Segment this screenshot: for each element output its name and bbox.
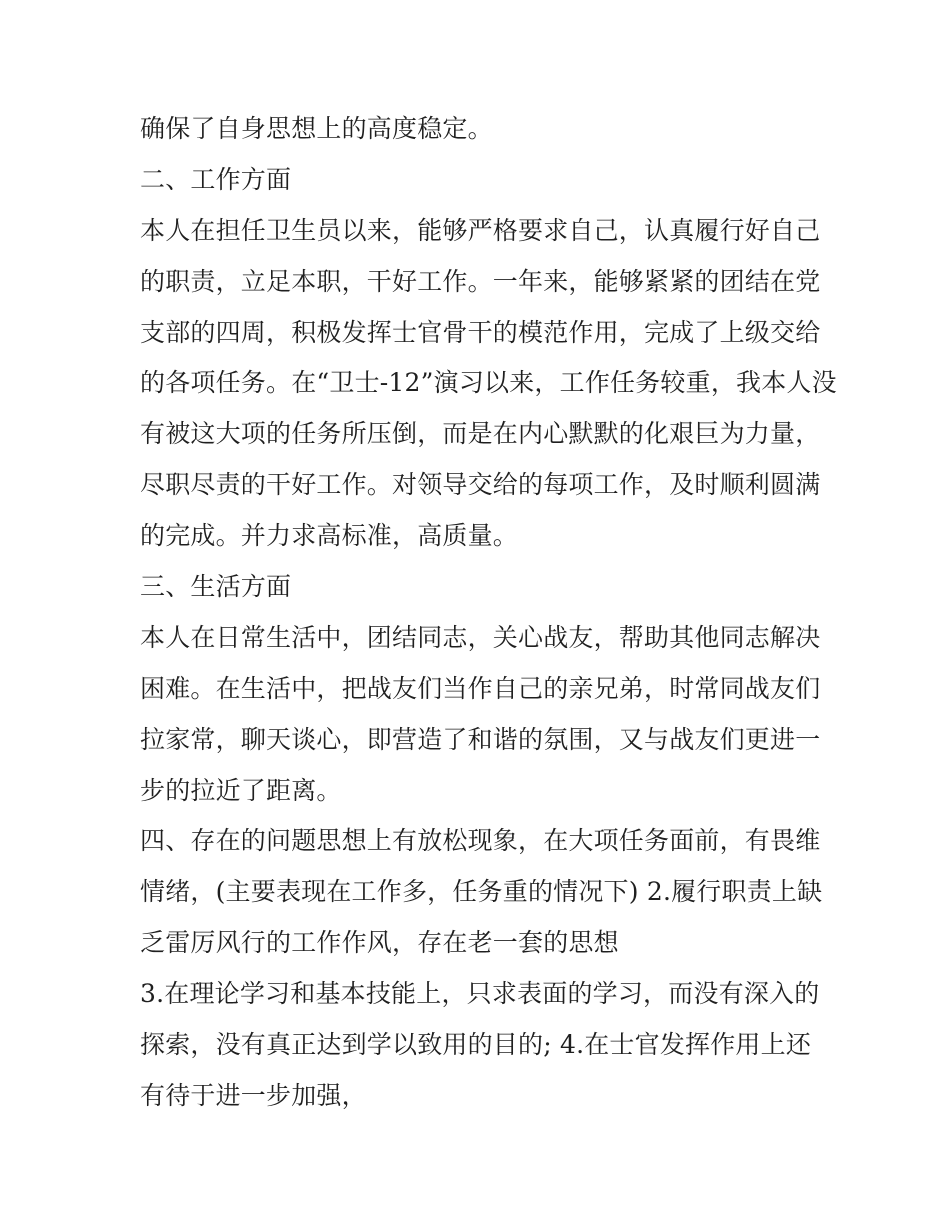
text-line: 支部的四周，积极发挥士官骨干的模范作用，完成了上级交给 <box>140 317 821 347</box>
text-line: 情绪，(主要表现在工作多，任务重的情况下) 2.履行职责上缺 <box>140 877 823 907</box>
section-heading: 二、工作方面 <box>140 164 292 194</box>
text-line: 3.在理论学习和基本技能上，只求表面的学习，而没有深入的 <box>140 979 820 1009</box>
text-line: 本人在日常生活中，团结同志，关心战友，帮助其他同志解决 <box>140 622 821 652</box>
text-line: 的职责，立足本职，干好工作。一年来，能够紧紧的团结在党 <box>140 266 821 296</box>
text-line: 的完成。并力求高标准，高质量。 <box>140 521 519 551</box>
text-line: 困难。在生活中，把战友们当作自己的亲兄弟，时常同战友们 <box>140 673 821 703</box>
text-line: 有待于进一步加强， <box>140 1080 367 1110</box>
text-line: 的各项任务。在“卫士-12”演习以来，工作任务较重，我本人没 <box>140 368 837 398</box>
section-heading: 四、存在的问题思想上有放松现象，在大项任务面前，有畏维 <box>140 826 821 856</box>
text-line: 拉家常，聊天谈心，即营造了和谐的氛围，又与战友们更进一 <box>140 724 821 754</box>
section-heading: 三、生活方面 <box>140 572 292 602</box>
text-line: 乏雷厉风行的工作作风，存在老一套的思想 <box>140 928 619 958</box>
text-line: 有被这大项的任务所压倒，而是在内心默默的化艰巨为力量， <box>140 419 821 449</box>
text-line: 探索，没有真正达到学以致用的目的; 4.在士官发挥作用上还 <box>140 1030 812 1060</box>
text-line: 本人在担任卫生员以来，能够严格要求自己，认真履行好自己 <box>140 215 821 245</box>
text-line: 步的拉近了距离。 <box>140 775 342 805</box>
text-line: 确保了自身思想上的高度稳定。 <box>140 114 493 143</box>
document-body <box>140 104 837 1122</box>
text-line: 尽职尽责的干好工作。对领导交给的每项工作，及时顺利圆满 <box>140 470 821 500</box>
